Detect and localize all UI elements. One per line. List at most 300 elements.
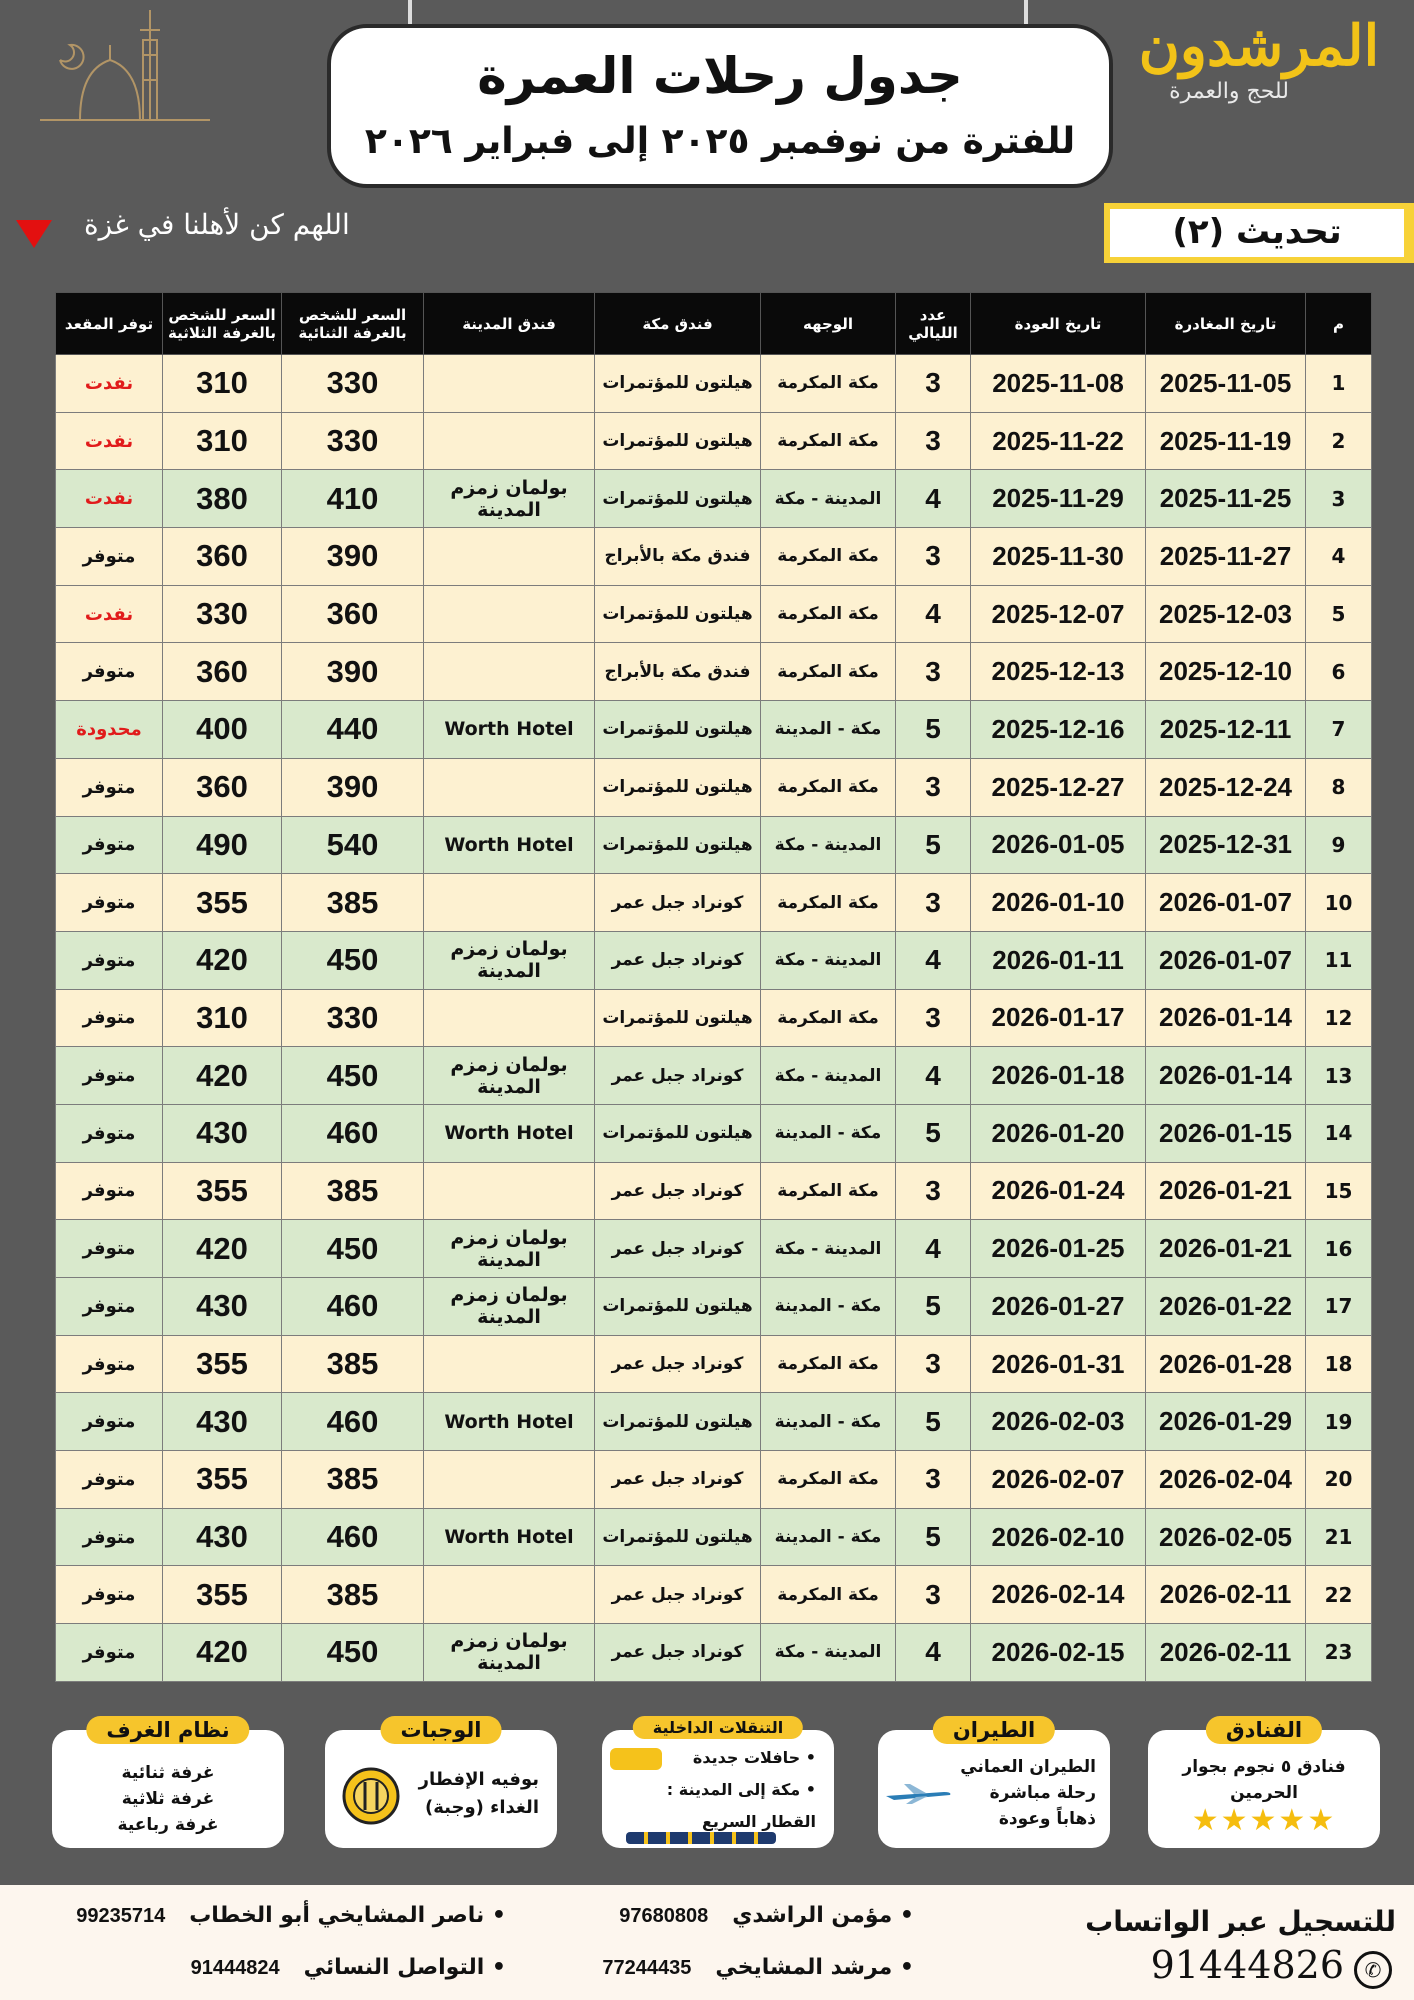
- mecca-hotel: كونراد جبل عمر: [595, 1451, 761, 1509]
- medina-hotel: بولمان زمزم المدينة: [424, 1047, 595, 1105]
- table-row: [56, 470, 1372, 528]
- row-number: 9: [1306, 816, 1372, 874]
- mecca-hotel: هيلتون للمؤتمرات: [595, 355, 761, 413]
- row-number: 20: [1306, 1451, 1372, 1509]
- col-header-triple-price: السعر للشخص بالغرفة الثلاثية: [163, 293, 282, 355]
- nights-count: 3: [896, 1451, 971, 1509]
- mecca-hotel: هيلتون للمؤتمرات: [595, 412, 761, 470]
- mecca-hotel: كونراد جبل عمر: [595, 1047, 761, 1105]
- departure-date: 2025-12-31: [1146, 816, 1306, 874]
- meals-line1: بوفيه الإفطار: [418, 1769, 539, 1790]
- row-number: 17: [1306, 1278, 1372, 1336]
- rooms-card: [52, 1718, 284, 1848]
- double-price: 460: [282, 1104, 424, 1162]
- double-price: 330: [282, 412, 424, 470]
- availability: متوفر: [56, 1508, 163, 1566]
- transport-card-title: التنقلات الداخلية: [633, 1716, 803, 1739]
- mecca-hotel: كونراد جبل عمر: [595, 931, 761, 989]
- triple-price: 430: [163, 1393, 282, 1451]
- meals-line2: الغداء (وجبة): [424, 1797, 539, 1818]
- double-price: 390: [282, 643, 424, 701]
- availability: متوفر: [56, 1335, 163, 1393]
- destination: مكة - المدينة: [761, 1278, 896, 1336]
- destination: مكة المكرمة: [761, 874, 896, 932]
- destination: مكة المكرمة: [761, 1451, 896, 1509]
- mecca-hotel: هيلتون للمؤتمرات: [595, 758, 761, 816]
- nights-count: 3: [896, 1335, 971, 1393]
- row-number: 19: [1306, 1393, 1372, 1451]
- destination: مكة المكرمة: [761, 528, 896, 586]
- departure-date: 2026-01-21: [1146, 1220, 1306, 1278]
- triple-price: 355: [163, 1162, 282, 1220]
- contact-phone[interactable]: 91444824: [190, 1957, 280, 1979]
- meals-card: [325, 1718, 557, 1848]
- triple-price: 310: [163, 412, 282, 470]
- triple-price: 310: [163, 355, 282, 413]
- availability: متوفر: [56, 931, 163, 989]
- table-row: [56, 355, 1372, 413]
- medina-hotel: [424, 989, 595, 1047]
- destination: مكة المكرمة: [761, 643, 896, 701]
- double-price: 450: [282, 1047, 424, 1105]
- nights-count: 3: [896, 643, 971, 701]
- availability: متوفر: [56, 1451, 163, 1509]
- double-price: 450: [282, 931, 424, 989]
- destination: مكة المكرمة: [761, 1335, 896, 1393]
- nights-count: 5: [896, 1278, 971, 1336]
- triple-price: 420: [163, 1220, 282, 1278]
- availability: متوفر: [56, 874, 163, 932]
- triple-price: 380: [163, 470, 282, 528]
- nights-count: 3: [896, 758, 971, 816]
- departure-date: 2026-01-14: [1146, 989, 1306, 1047]
- return-date: 2025-12-16: [971, 701, 1146, 759]
- medina-hotel: Worth Hotel: [424, 1393, 595, 1451]
- medina-hotel: Worth Hotel: [424, 701, 595, 759]
- availability: نفدت: [56, 355, 163, 413]
- nights-count: 3: [896, 412, 971, 470]
- triple-price: 355: [163, 1566, 282, 1624]
- double-price: 390: [282, 758, 424, 816]
- return-date: 2025-11-22: [971, 412, 1146, 470]
- row-number: 1: [1306, 355, 1372, 413]
- red-triangle-icon: [16, 220, 52, 248]
- destination: مكة المكرمة: [761, 1162, 896, 1220]
- departure-date: 2025-12-03: [1146, 585, 1306, 643]
- double-price: 410: [282, 470, 424, 528]
- double-price: 385: [282, 874, 424, 932]
- nights-count: 3: [896, 528, 971, 586]
- airplane-icon: [884, 1782, 954, 1806]
- nights-count: 3: [896, 355, 971, 413]
- stars-icon: ★★★★★: [1191, 1803, 1337, 1838]
- return-date: 2026-01-18: [971, 1047, 1146, 1105]
- room-quad: غرفة رباعية: [117, 1815, 219, 1835]
- col-header-double-price: السعر للشخص بالغرفة الثنائية: [282, 293, 424, 355]
- double-price: 450: [282, 1624, 424, 1682]
- table-row: [56, 1162, 1372, 1220]
- flights-line2: رحلة مباشرة: [989, 1783, 1096, 1803]
- mecca-hotel: هيلتون للمؤتمرات: [595, 989, 761, 1047]
- return-date: 2025-12-13: [971, 643, 1146, 701]
- availability: متوفر: [56, 816, 163, 874]
- destination: مكة المكرمة: [761, 989, 896, 1047]
- nights-count: 4: [896, 585, 971, 643]
- row-number: 2: [1306, 412, 1372, 470]
- departure-date: 2026-01-14: [1146, 1047, 1306, 1105]
- return-date: 2025-11-08: [971, 355, 1146, 413]
- contact-phone[interactable]: 97680808: [619, 1905, 709, 1927]
- return-date: 2026-02-03: [971, 1393, 1146, 1451]
- col-header-destination: الوجهه: [761, 293, 896, 355]
- col-header-medina-hotel: فندق المدينة: [424, 293, 595, 355]
- availability: متوفر: [56, 1104, 163, 1162]
- departure-date: 2025-12-10: [1146, 643, 1306, 701]
- medina-hotel: بولمان زمزم المدينة: [424, 470, 595, 528]
- medina-hotel: [424, 1451, 595, 1509]
- double-price: 385: [282, 1451, 424, 1509]
- double-price: 460: [282, 1393, 424, 1451]
- mecca-hotel: كونراد جبل عمر: [595, 1220, 761, 1278]
- triple-price: 420: [163, 1047, 282, 1105]
- triple-price: 420: [163, 1624, 282, 1682]
- mecca-hotel: هيلتون للمؤتمرات: [595, 470, 761, 528]
- table-row: [56, 701, 1372, 759]
- availability: متوفر: [56, 528, 163, 586]
- row-number: 3: [1306, 470, 1372, 528]
- medina-hotel: [424, 585, 595, 643]
- availability: متوفر: [56, 1624, 163, 1682]
- mecca-hotel: فندق مكة بالأبراج: [595, 643, 761, 701]
- departure-date: 2026-01-07: [1146, 874, 1306, 932]
- table-row: [56, 412, 1372, 470]
- hotels-card: [1148, 1718, 1380, 1848]
- page-subtitle: للفترة من نوفمبر ٢٠٢٥ إلى فبراير ٢٠٢٦: [364, 121, 1076, 162]
- availability: نفدت: [56, 470, 163, 528]
- return-date: 2026-01-20: [971, 1104, 1146, 1162]
- mecca-hotel: هيلتون للمؤتمرات: [595, 1393, 761, 1451]
- contact-item: • مرشد المشايخي77244435: [602, 1955, 914, 1980]
- departure-date: 2025-11-25: [1146, 470, 1306, 528]
- flights-line1: الطيران العماني: [960, 1757, 1096, 1777]
- page-title: جدول رحلات العمرة: [477, 47, 963, 105]
- col-header-departure: تاريخ المغادرة: [1146, 293, 1306, 355]
- nights-count: 4: [896, 1624, 971, 1682]
- availability: نفدت: [56, 412, 163, 470]
- row-number: 15: [1306, 1162, 1372, 1220]
- nights-count: 5: [896, 1393, 971, 1451]
- prayer-text: اللهم كن لأهلنا في غزة: [84, 208, 350, 241]
- double-price: 540: [282, 816, 424, 874]
- mecca-hotel: فندق مكة بالأبراج: [595, 528, 761, 586]
- triple-price: 430: [163, 1278, 282, 1336]
- row-number: 16: [1306, 1220, 1372, 1278]
- room-double: غرفة ثنائية: [121, 1763, 215, 1783]
- row-number: 23: [1306, 1624, 1372, 1682]
- table-row: [56, 643, 1372, 701]
- triple-price: 420: [163, 931, 282, 989]
- contact-item: • مؤمن الراشدي97680808: [619, 1903, 914, 1928]
- transport-card: [602, 1718, 834, 1848]
- return-date: 2026-01-27: [971, 1278, 1146, 1336]
- return-date: 2026-01-10: [971, 874, 1146, 932]
- transport-item-buses: • حافلات جديدة: [692, 1748, 816, 1767]
- register-label: للتسجيل عبر الواتساب: [1085, 1905, 1396, 1938]
- medina-hotel: Worth Hotel: [424, 1104, 595, 1162]
- destination: مكة المكرمة: [761, 412, 896, 470]
- return-date: 2026-01-31: [971, 1335, 1146, 1393]
- table-row: [56, 1393, 1372, 1451]
- triple-price: 355: [163, 1335, 282, 1393]
- destination: المدينة - مكة: [761, 931, 896, 989]
- medina-hotel: [424, 758, 595, 816]
- return-date: 2026-01-05: [971, 816, 1146, 874]
- mecca-hotel: هيلتون للمؤتمرات: [595, 1508, 761, 1566]
- meals-card-title: الوجبات: [381, 1716, 502, 1744]
- contact-phone[interactable]: 99235714: [76, 1905, 166, 1927]
- table-row: [56, 758, 1372, 816]
- rooms-card-title: نظام الغرف: [86, 1716, 249, 1744]
- brand-name: المرشدون: [1138, 13, 1380, 79]
- departure-date: 2026-01-28: [1146, 1335, 1306, 1393]
- col-header-availability: توفر المقعد: [56, 293, 163, 355]
- departure-date: 2026-01-21: [1146, 1162, 1306, 1220]
- destination: المدينة - مكة: [761, 1047, 896, 1105]
- double-price: 450: [282, 1220, 424, 1278]
- row-number: 22: [1306, 1566, 1372, 1624]
- availability: متوفر: [56, 1566, 163, 1624]
- destination: مكة المكرمة: [761, 1566, 896, 1624]
- table-row: [56, 1220, 1372, 1278]
- table-row: [56, 1047, 1372, 1105]
- return-date: 2026-01-24: [971, 1162, 1146, 1220]
- bus-icon: [610, 1748, 662, 1770]
- departure-date: 2025-11-19: [1146, 412, 1306, 470]
- return-date: 2025-11-29: [971, 470, 1146, 528]
- nights-count: 5: [896, 1104, 971, 1162]
- medina-hotel: بولمان زمزم المدينة: [424, 1220, 595, 1278]
- triple-price: 310: [163, 989, 282, 1047]
- triple-price: 400: [163, 701, 282, 759]
- departure-date: 2026-01-29: [1146, 1393, 1306, 1451]
- medina-hotel: Worth Hotel: [424, 1508, 595, 1566]
- register-phone-link[interactable]: 91444826: [1150, 1943, 1344, 1987]
- table-row: [56, 931, 1372, 989]
- availability: متوفر: [56, 989, 163, 1047]
- double-price: 330: [282, 989, 424, 1047]
- table-row: [56, 874, 1372, 932]
- nights-count: 3: [896, 989, 971, 1047]
- medina-hotel: [424, 1566, 595, 1624]
- row-number: 13: [1306, 1047, 1372, 1105]
- triple-price: 360: [163, 528, 282, 586]
- availability: متوفر: [56, 1162, 163, 1220]
- title-board: [327, 24, 1113, 188]
- contact-phone[interactable]: 77244435: [602, 1957, 692, 1979]
- table-row: [56, 1104, 1372, 1162]
- nights-count: 4: [896, 931, 971, 989]
- row-number: 6: [1306, 643, 1372, 701]
- double-price: 385: [282, 1335, 424, 1393]
- return-date: 2025-12-27: [971, 758, 1146, 816]
- return-date: 2026-01-11: [971, 931, 1146, 989]
- return-date: 2026-01-25: [971, 1220, 1146, 1278]
- table-row: [56, 1278, 1372, 1336]
- double-price: 360: [282, 585, 424, 643]
- departure-date: 2026-01-15: [1146, 1104, 1306, 1162]
- medina-hotel: Worth Hotel: [424, 816, 595, 874]
- row-number: 21: [1306, 1508, 1372, 1566]
- medina-hotel: [424, 643, 595, 701]
- triple-price: 355: [163, 874, 282, 932]
- brand-logo: [1124, 14, 1394, 106]
- train-icon: [626, 1832, 776, 1844]
- availability: متوفر: [56, 1220, 163, 1278]
- return-date: 2026-02-10: [971, 1508, 1146, 1566]
- destination: مكة المكرمة: [761, 355, 896, 413]
- double-price: 330: [282, 355, 424, 413]
- medina-hotel: [424, 1162, 595, 1220]
- mecca-hotel: هيلتون للمؤتمرات: [595, 1278, 761, 1336]
- contact-item: • التواصل النسائي91444824: [190, 1955, 506, 1980]
- table-row: [56, 1624, 1372, 1682]
- availability: متوفر: [56, 643, 163, 701]
- double-price: 460: [282, 1508, 424, 1566]
- availability: محدودة: [56, 701, 163, 759]
- table-row: [56, 1451, 1372, 1509]
- mecca-hotel: كونراد جبل عمر: [595, 1335, 761, 1393]
- col-header-mecca-hotel: فندق مكة: [595, 293, 761, 355]
- departure-date: 2026-02-05: [1146, 1508, 1306, 1566]
- schedule-table: [55, 292, 1372, 1682]
- return-date: 2026-01-17: [971, 989, 1146, 1047]
- update-badge: تحديث (٢): [1104, 203, 1414, 263]
- medina-hotel: [424, 1335, 595, 1393]
- destination: مكة المكرمة: [761, 758, 896, 816]
- flights-line3: ذهاباً وعودة: [998, 1809, 1096, 1829]
- medina-hotel: بولمان زمزم المدينة: [424, 931, 595, 989]
- contact-item: • ناصر المشايخي أبو الخطاب99235714: [76, 1903, 506, 1928]
- destination: مكة - المدينة: [761, 1508, 896, 1566]
- flights-card-title: الطيران: [933, 1716, 1055, 1744]
- destination: مكة - المدينة: [761, 1104, 896, 1162]
- return-date: 2025-12-07: [971, 585, 1146, 643]
- medina-hotel: [424, 355, 595, 413]
- double-price: 385: [282, 1566, 424, 1624]
- departure-date: 2025-12-11: [1146, 701, 1306, 759]
- hotels-line2: الحرمين: [1230, 1783, 1298, 1803]
- row-number: 12: [1306, 989, 1372, 1047]
- destination: المدينة - مكة: [761, 816, 896, 874]
- triple-price: 430: [163, 1104, 282, 1162]
- medina-hotel: [424, 874, 595, 932]
- flights-card: [878, 1718, 1110, 1848]
- departure-date: 2026-02-11: [1146, 1624, 1306, 1682]
- triple-price: 360: [163, 758, 282, 816]
- nights-count: 3: [896, 874, 971, 932]
- mecca-hotel: هيلتون للمؤتمرات: [595, 585, 761, 643]
- table-header-row: [56, 293, 1372, 355]
- mecca-hotel: هيلتون للمؤتمرات: [595, 701, 761, 759]
- double-price: 385: [282, 1162, 424, 1220]
- footer: [0, 1885, 1414, 2000]
- triple-price: 330: [163, 585, 282, 643]
- nights-count: 3: [896, 1162, 971, 1220]
- nights-count: 4: [896, 470, 971, 528]
- table-row: [56, 1566, 1372, 1624]
- mecca-hotel: كونراد جبل عمر: [595, 1624, 761, 1682]
- nights-count: 4: [896, 1047, 971, 1105]
- destination: المدينة - مكة: [761, 1624, 896, 1682]
- departure-date: 2025-11-05: [1146, 355, 1306, 413]
- availability: متوفر: [56, 1393, 163, 1451]
- medina-hotel: بولمان زمزم المدينة: [424, 1278, 595, 1336]
- triple-price: 360: [163, 643, 282, 701]
- row-number: 7: [1306, 701, 1372, 759]
- row-number: 4: [1306, 528, 1372, 586]
- mecca-hotel: هيلتون للمؤتمرات: [595, 1104, 761, 1162]
- destination: مكة المكرمة: [761, 585, 896, 643]
- row-number: 5: [1306, 585, 1372, 643]
- col-header-return: تاريخ العودة: [971, 293, 1146, 355]
- double-price: 460: [282, 1278, 424, 1336]
- row-number: 18: [1306, 1335, 1372, 1393]
- mecca-hotel: كونراد جبل عمر: [595, 1566, 761, 1624]
- return-date: 2026-02-15: [971, 1624, 1146, 1682]
- whatsapp-icon: ✆: [1354, 1951, 1392, 1989]
- triple-price: 430: [163, 1508, 282, 1566]
- mecca-hotel: هيلتون للمؤتمرات: [595, 816, 761, 874]
- mosque-decoration-icon: [40, 0, 210, 140]
- nights-count: 5: [896, 701, 971, 759]
- departure-date: 2026-02-04: [1146, 1451, 1306, 1509]
- nights-count: 3: [896, 1566, 971, 1624]
- nights-count: 5: [896, 816, 971, 874]
- return-date: 2026-02-07: [971, 1451, 1146, 1509]
- plate-icon: [341, 1766, 401, 1826]
- nights-count: 4: [896, 1220, 971, 1278]
- row-number: 8: [1306, 758, 1372, 816]
- destination: المدينة - مكة: [761, 1220, 896, 1278]
- medina-hotel: [424, 528, 595, 586]
- brand-tagline: للحج والعمرة: [1169, 79, 1289, 104]
- col-header-num: م: [1306, 293, 1372, 355]
- transport-item-train: القطار السريع: [701, 1812, 816, 1831]
- medina-hotel: [424, 412, 595, 470]
- availability: نفدت: [56, 585, 163, 643]
- triple-price: 355: [163, 1451, 282, 1509]
- table-row: [56, 1508, 1372, 1566]
- col-header-nights: عدد الليالي: [896, 293, 971, 355]
- room-triple: غرفة ثلاثية: [121, 1789, 215, 1809]
- availability: متوفر: [56, 1047, 163, 1105]
- nights-count: 5: [896, 1508, 971, 1566]
- row-number: 11: [1306, 931, 1372, 989]
- departure-date: 2026-01-07: [1146, 931, 1306, 989]
- triple-price: 490: [163, 816, 282, 874]
- departure-date: 2025-11-27: [1146, 528, 1306, 586]
- destination: المدينة - مكة: [761, 470, 896, 528]
- table-row: [56, 528, 1372, 586]
- hotels-card-title: الفنادق: [1206, 1716, 1322, 1744]
- hotels-line1: فنادق ٥ نجوم بجوار: [1182, 1757, 1346, 1777]
- return-date: 2026-02-14: [971, 1566, 1146, 1624]
- table-row: [56, 585, 1372, 643]
- row-number: 14: [1306, 1104, 1372, 1162]
- mecca-hotel: كونراد جبل عمر: [595, 874, 761, 932]
- table-row: [56, 816, 1372, 874]
- destination: مكة - المدينة: [761, 1393, 896, 1451]
